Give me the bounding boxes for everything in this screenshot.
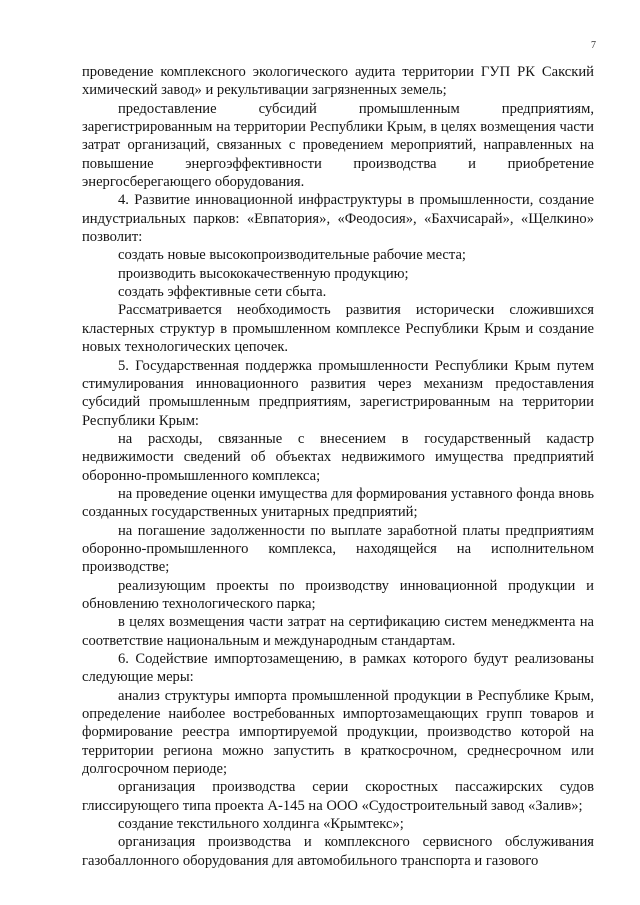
list-item: производить высококачественную продукцию;	[118, 265, 409, 282]
list-item: на погашение задолженности по выплате заработной платы предприятиям оборонно-промышленного комплекса, находящейся на исполнительном производстве;	[82, 522, 594, 576]
list-item: создать новые высокопроизводительные рабочие места;	[118, 247, 466, 264]
section-6-paragraph: 6. Содействие импортозамещению, в рамках которого будут реализованы следующие меры:	[82, 651, 594, 686]
list-item: на проведение оценки имущества для формирования уставного фонда вновь созданных государственных унитарных предприятий;	[82, 485, 594, 521]
paragraph: предоставление субсидий промышленным предприятиям, зарегистрированным на территории Республики Крым, в целях возмещения части затрат организаций, связанных с проведением мероприятий, направленных на повышение энергоэффективности производства и приобретение энергосберегающего оборудования.	[82, 100, 594, 191]
paragraph: проведение комплексного экологического аудита территории ГУП РК Сакский химический завод» и рекультивации загрязненных земель;	[82, 64, 594, 99]
list-item: организация производства серии скоростных пассажирских судов глиссирующего типа проекта А-145 на ООО «Судостроительный завод «Залив»;	[82, 779, 594, 814]
page-number: 7	[591, 40, 596, 51]
list-item: в целях возмещения части затрат на сертификацию систем менеджмента на соответствие национальным и международным стандартам.	[82, 614, 594, 649]
list-item: реализующим проекты по производству инновационной продукции и обновлению технологического парка;	[82, 577, 594, 612]
paragraph: Рассматривается необходимость развития исторически сложившихся кластерных структур в промышленном комплексе Республики Крым и создание новых технологических цепочек.	[82, 302, 594, 356]
section-4-paragraph: 4. Развитие инновационной инфраструктуры в промышленности, создание индустриальных парков: «Евпатория», «Феодосия», «Бахчисарай», «Щелкино» позволит:	[82, 192, 594, 246]
list-item: на расходы, связанные с внесением в государственный кадастр недвижимости сведений об объектах недвижимого имущества предприятий оборонно-промышленного комплекса;	[82, 430, 594, 484]
document-body	[82, 63, 594, 870]
list-item: организация производства и комплексного сервисного обслуживания газобаллонного оборудования для автомобильного транспорта и газового	[82, 834, 594, 869]
list-item: анализ структуры импорта промышленной продукции в Республике Крым, определение наиболее востребованных импортозамещающих групп товаров и формирование реестра импортируемой продукции, производство которой на территории региона можно запустить в краткосрочном, среднесрочном или долгосрочном периоде;	[82, 687, 594, 778]
section-5-paragraph: 5. Государственная поддержка промышленности Республики Крым путем стимулирования инновационного развития через механизм предоставления субсидий промышленным предприятиям, зарегистрированным на территории Республики Крым:	[82, 357, 594, 429]
list-item: создать эффективные сети сбыта.	[118, 284, 327, 301]
list-item: создание текстильного холдинга «Крымтекс»;	[118, 816, 404, 833]
